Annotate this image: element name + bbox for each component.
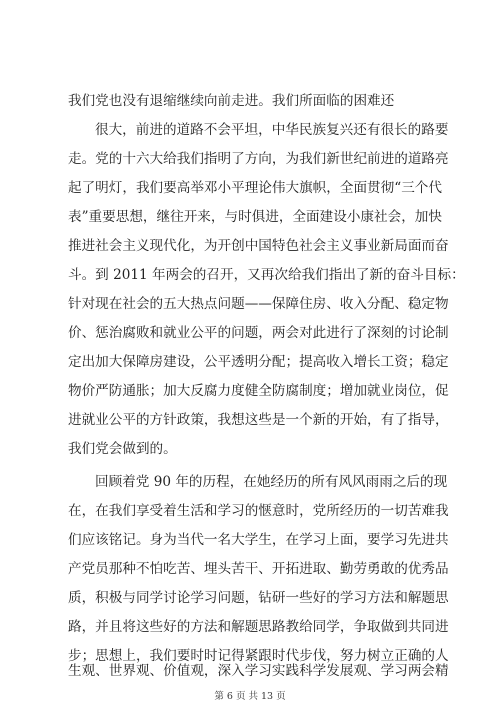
text-line: 表”重要思想，继往开来，与时俱进，全面建设小康社会，加快 <box>68 209 442 225</box>
text-line: 产党员那种不怕吃苦、埋头苦干、开拓进取、勤劳勇敢的优秀品 <box>68 561 449 577</box>
text-line: 生观、世界观、价值观，深入学习实践科学发展观、学习两会精 <box>68 663 449 679</box>
text-line: 在，在我们享受着生活和学习的惬意时，党所经历的一切苦难我 <box>68 503 449 519</box>
page-footer: 第 6 页 共 13 页 <box>214 691 286 702</box>
text-line: 我们党也没有退缩继续向前走进。我们所面临的困难还 <box>68 93 395 109</box>
text-line: 很大，前进的道路不会平坦，中华民族复兴还有很长的路要 <box>95 122 449 138</box>
text-line: 物价严防通胀；加大反腐力度健全防腐制度；增加就业岗位，促 <box>68 383 449 399</box>
text-line: 们应该铭记。身为当代一名大学生，在学习上面，要学习先进共 <box>68 532 449 548</box>
text-line: 斗。到 2011 年两会的召开，又再次给我们指出了新的奋斗目标： <box>68 267 465 283</box>
text-line: 起了明灯，我们要高举邓小平理论伟大旗帜，全面贯彻“三个代 <box>68 180 442 196</box>
text-line: 路，并且将这些好的方法和解题思路教给同学，争取做到共同进 <box>68 619 449 635</box>
text-line: 定出加大保障房建设，公平透明分配；提高收入增长工资；稳定 <box>68 354 449 370</box>
text-line: 回顾着党 90 年的历程，在她经历的所有风风雨雨之后的现 <box>95 474 448 490</box>
text-line: 走。党的十六大给我们指明了方向，为我们新世纪前进的道路亮 <box>68 151 449 167</box>
text-line: 质，积极与同学讨论学习问题，钻研一些好的学习方法和解题思 <box>68 590 449 606</box>
text-line: 推进社会主义现代化，为开创中国特色社会主义事业新局面而奋 <box>68 238 449 254</box>
text-line: 步；思想上，我们要时时记得紧跟时代步伐，努力树立正确的人 <box>68 648 449 664</box>
text-line: 进就业公平的方针政策，我想这些是一个新的开始，有了指导， <box>68 412 449 428</box>
text-line: 针对现在社会的五大热点问题——保障住房、收入分配、稳定物 <box>68 296 449 312</box>
text-line: 我们党会做到的。 <box>68 441 177 457</box>
text-line: 价、惩治腐败和就业公平的问题，两会对此进行了深刻的讨论制 <box>68 325 449 341</box>
